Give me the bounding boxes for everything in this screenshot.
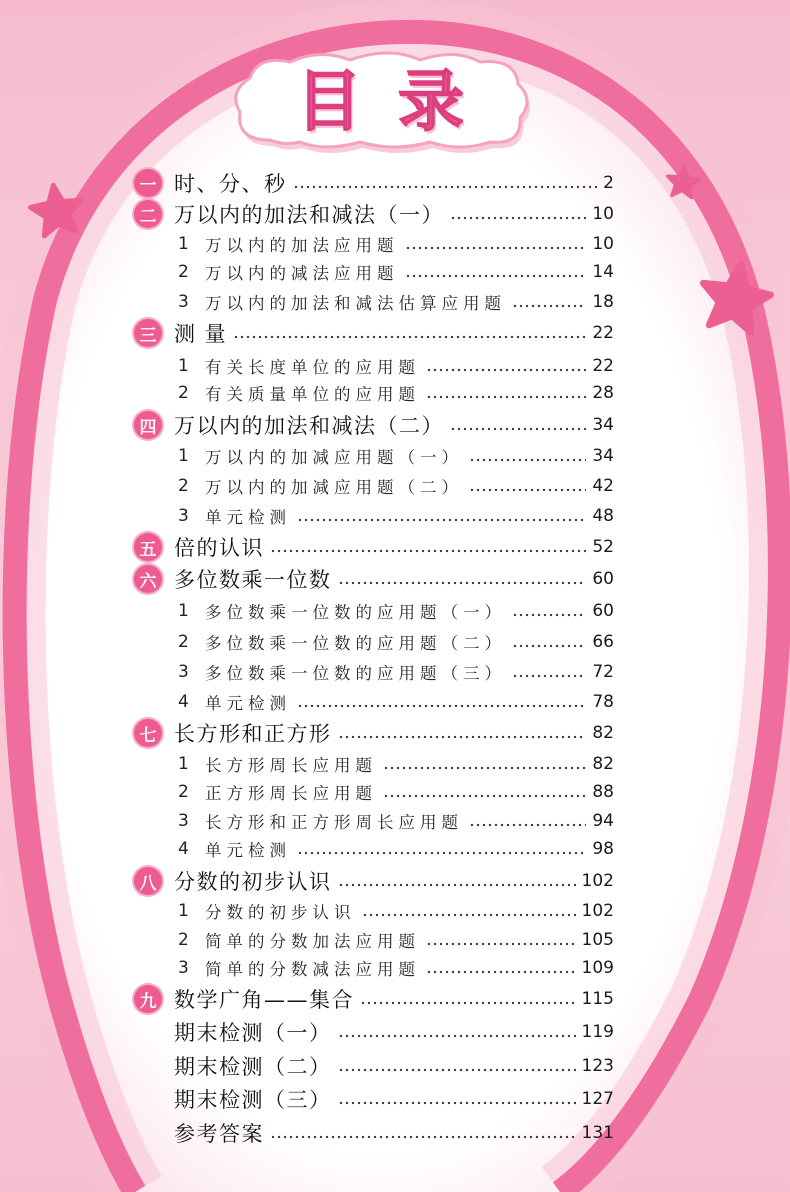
chapter-title: 万以内的加法和减法（二） xyxy=(174,414,444,438)
section-title: 万以内的加法应用题 xyxy=(205,236,399,255)
dot-leader xyxy=(512,613,586,617)
page-number: 10 xyxy=(592,234,614,254)
page-number: 52 xyxy=(592,537,614,557)
page-number: 34 xyxy=(592,415,614,435)
toc-section xyxy=(134,287,614,317)
section-title: 有关质量单位的应用题 xyxy=(205,385,420,404)
toc-section xyxy=(134,687,614,717)
page-title: 目录 xyxy=(296,63,500,140)
chapter-title: 时、分、秒 xyxy=(174,172,287,196)
chapter-title: 测 量 xyxy=(174,322,228,346)
toc-section xyxy=(134,777,614,807)
toc-chapter-3 xyxy=(134,318,614,348)
toc-section xyxy=(134,627,614,657)
dot-leader xyxy=(450,427,586,431)
chapter-title: 数学广角——集合 xyxy=(174,988,354,1012)
toc-section xyxy=(134,351,614,381)
section-title: 长方形周长应用题 xyxy=(205,756,377,775)
section-title: 万以内的减法应用题 xyxy=(205,264,399,283)
page-number: 123 xyxy=(581,1056,614,1076)
toc-section xyxy=(134,596,614,626)
section-number: 3 xyxy=(178,506,189,526)
section-number: 4 xyxy=(178,692,189,712)
chapter-title: 倍的认识 xyxy=(174,536,264,560)
page-number: 28 xyxy=(592,383,614,403)
back-matter-title: 期末检测（二） xyxy=(174,1055,332,1079)
section-number: 1 xyxy=(178,601,189,621)
section-title: 单元检测 xyxy=(205,694,291,713)
dot-leader xyxy=(469,823,586,827)
dot-leader xyxy=(383,794,586,798)
section-number: 2 xyxy=(178,632,189,652)
toc-back-matter xyxy=(134,1017,614,1047)
page-number: 2 xyxy=(603,173,614,193)
back-matter-title: 参考答案 xyxy=(174,1122,264,1146)
section-number: 2 xyxy=(178,383,189,403)
section-title: 单元检测 xyxy=(205,508,291,527)
dot-leader xyxy=(469,488,586,492)
toc-section xyxy=(134,806,614,836)
dot-leader xyxy=(512,304,586,308)
chapter-title: 多位数乘一位数 xyxy=(174,568,332,592)
section-title: 多位数乘一位数的应用题（二） xyxy=(205,634,506,653)
dot-leader xyxy=(426,942,576,946)
section-number: 4 xyxy=(178,839,189,859)
dot-leader xyxy=(297,704,586,708)
section-title: 万以内的加减应用题（二） xyxy=(205,478,463,497)
dot-leader xyxy=(405,274,587,278)
section-title: 单元检测 xyxy=(205,841,291,860)
toc-back-matter xyxy=(134,1084,614,1114)
section-title: 长方形和正方形周长应用题 xyxy=(205,813,463,832)
chapter-badge: 五 xyxy=(134,533,162,561)
chapter-badge: 六 xyxy=(134,565,162,593)
toc-section xyxy=(134,953,614,983)
chapter-title: 长方形和正方形 xyxy=(174,722,332,746)
toc-chapter-2 xyxy=(134,199,614,229)
toc-section xyxy=(134,257,614,287)
back-matter-title: 期末检测（三） xyxy=(174,1088,332,1112)
section-number: 2 xyxy=(178,476,189,496)
page-number: 66 xyxy=(592,632,614,652)
section-number: 3 xyxy=(178,292,189,312)
dot-leader xyxy=(405,246,587,250)
section-title: 多位数乘一位数的应用题（一） xyxy=(205,603,506,622)
section-title: 正方形周长应用题 xyxy=(205,784,377,803)
section-title: 多位数乘一位数的应用题（三） xyxy=(205,664,506,683)
chapter-badge: 九 xyxy=(134,985,162,1013)
page-number: 14 xyxy=(592,262,614,282)
toc-back-matter xyxy=(134,1051,614,1081)
toc-section xyxy=(134,749,614,779)
page-number: 109 xyxy=(581,958,614,978)
chapter-badge: 七 xyxy=(134,719,162,747)
toc-section xyxy=(134,378,614,408)
dot-leader xyxy=(450,216,586,220)
back-matter-title: 期末检测（一） xyxy=(174,1021,332,1045)
page-number: 22 xyxy=(592,323,614,343)
page-number: 82 xyxy=(592,754,614,774)
page-number: 131 xyxy=(581,1123,614,1143)
toc-chapter-1 xyxy=(134,168,614,198)
toc-section xyxy=(134,657,614,687)
page-number: 88 xyxy=(592,782,614,802)
page-number: 115 xyxy=(581,989,614,1009)
toc-section xyxy=(134,896,614,926)
dot-leader xyxy=(293,185,598,189)
chapter-title: 分数的初步认识 xyxy=(174,870,332,894)
section-number: 2 xyxy=(178,782,189,802)
toc-chapter-6 xyxy=(134,564,614,594)
dot-leader xyxy=(297,851,586,855)
page-number: 60 xyxy=(592,601,614,621)
chapter-badge: 一 xyxy=(134,169,162,197)
toc-chapter-7 xyxy=(134,718,614,748)
dot-leader xyxy=(469,458,586,462)
toc-chapter-4 xyxy=(134,410,614,440)
page-number: 60 xyxy=(592,569,614,589)
page-number: 18 xyxy=(592,292,614,312)
page-number: 82 xyxy=(592,723,614,743)
page-number: 119 xyxy=(581,1022,614,1042)
dot-leader xyxy=(338,1034,576,1038)
dot-leader xyxy=(338,1068,576,1072)
toc-section xyxy=(134,834,614,864)
section-number: 2 xyxy=(178,930,189,950)
page-number: 22 xyxy=(592,356,614,376)
dot-leader xyxy=(512,674,586,678)
dot-leader xyxy=(338,735,587,739)
page-number: 42 xyxy=(592,476,614,496)
section-number: 1 xyxy=(178,446,189,466)
section-title: 分数的初步认识 xyxy=(205,903,356,922)
toc-section xyxy=(134,471,614,501)
page-number: 78 xyxy=(592,692,614,712)
section-number: 3 xyxy=(178,662,189,682)
dot-leader xyxy=(270,1135,576,1139)
page-number: 10 xyxy=(592,204,614,224)
section-number: 1 xyxy=(178,356,189,376)
toc-section xyxy=(134,229,614,259)
page-number: 102 xyxy=(581,901,614,921)
toc-chapter-9 xyxy=(134,984,614,1014)
toc-chapter-5 xyxy=(134,532,614,562)
chapter-badge: 二 xyxy=(134,200,162,228)
dot-leader xyxy=(426,368,586,372)
chapter-badge: 四 xyxy=(134,411,162,439)
dot-leader xyxy=(297,518,586,522)
dot-leader xyxy=(362,913,576,917)
toc-section xyxy=(134,501,614,531)
dot-leader xyxy=(360,1001,576,1005)
dot-leader xyxy=(426,395,586,399)
dot-leader xyxy=(338,581,587,585)
section-number: 1 xyxy=(178,754,189,774)
section-title: 简单的分数减法应用题 xyxy=(205,960,420,979)
page-number: 72 xyxy=(592,662,614,682)
dot-leader xyxy=(426,970,576,974)
page-number: 34 xyxy=(592,446,614,466)
dot-leader xyxy=(383,766,586,770)
section-title: 有关长度单位的应用题 xyxy=(205,358,420,377)
dot-leader xyxy=(233,335,586,339)
toc-section xyxy=(134,441,614,471)
dot-leader xyxy=(338,883,576,887)
dot-leader xyxy=(338,1101,576,1105)
toc-back-matter xyxy=(134,1118,614,1148)
page-number: 98 xyxy=(592,839,614,859)
section-number: 1 xyxy=(178,901,189,921)
chapter-badge: 三 xyxy=(134,319,162,347)
section-number: 1 xyxy=(178,234,189,254)
page-number: 105 xyxy=(581,930,614,950)
page-number: 48 xyxy=(592,506,614,526)
page-number: 102 xyxy=(581,871,614,891)
section-number: 2 xyxy=(178,262,189,282)
page-number: 127 xyxy=(581,1089,614,1109)
section-title: 万以内的加法和减法估算应用题 xyxy=(205,294,506,313)
section-number: 3 xyxy=(178,811,189,831)
dot-leader xyxy=(512,644,586,648)
section-title: 万以内的加减应用题（一） xyxy=(205,448,463,467)
section-title: 简单的分数加法应用题 xyxy=(205,932,420,951)
section-number: 3 xyxy=(178,958,189,978)
toc-chapter-8 xyxy=(134,866,614,896)
page-number: 94 xyxy=(592,811,614,831)
dot-leader xyxy=(270,549,586,553)
chapter-badge: 八 xyxy=(134,867,162,895)
chapter-title: 万以内的加法和减法（一） xyxy=(174,203,444,227)
toc-section xyxy=(134,925,614,955)
